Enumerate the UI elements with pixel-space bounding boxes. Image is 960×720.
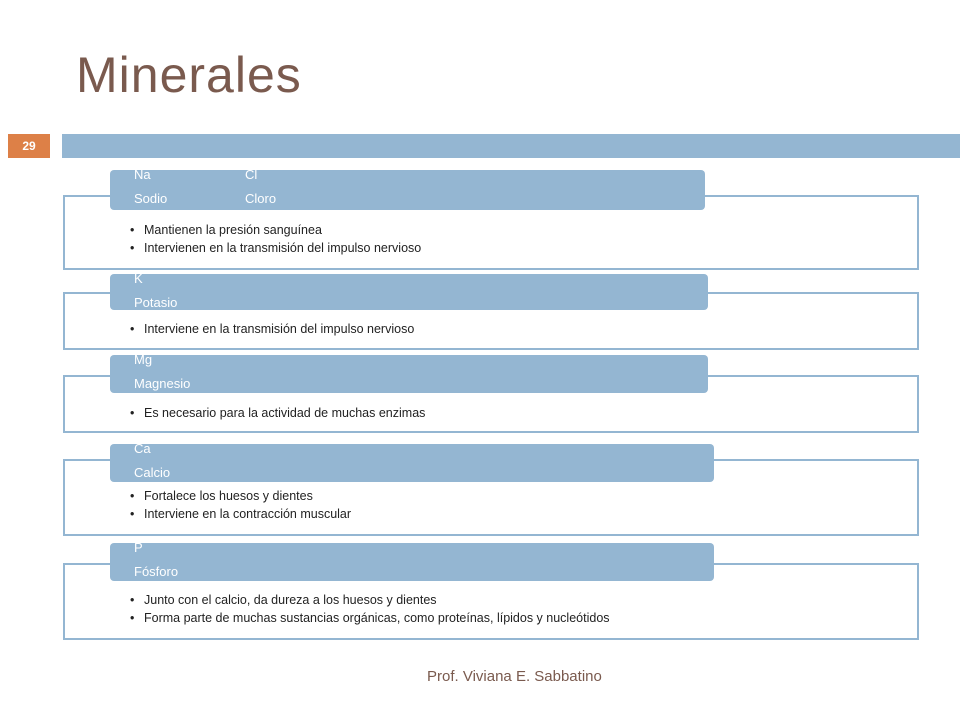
mineral-name: Sodio — [134, 191, 168, 206]
bullet-item: • Mantienen la presión sanguínea — [130, 221, 421, 239]
mineral-name: Calcio — [134, 465, 171, 480]
bullet-item: • Es necesario para la actividad de muchas enzimas — [130, 404, 425, 422]
header-bar — [62, 134, 960, 158]
mineral-symbol: Ca — [134, 441, 151, 456]
mineral-bullets-potasio — [130, 320, 414, 338]
slide-footer: Prof. Viviana E. Sabbatino — [427, 668, 602, 685]
mineral-header-sodio-cloro — [110, 167, 705, 210]
mineral-bullets-magnesio — [130, 404, 425, 422]
mineral-bullets-fosforo — [130, 591, 610, 627]
mineral-symbol: Na — [134, 167, 151, 182]
mineral-symbol: Mg — [134, 352, 153, 367]
mineral-name: Fósforo — [134, 564, 179, 579]
mineral-symbol: K — [134, 271, 143, 286]
bullet-item: • Intervienen en la transmisión del impulso nervioso — [130, 239, 421, 257]
bullet-item: • Interviene en la transmisión del impulso nervioso — [130, 320, 414, 338]
mineral-header-potasio — [110, 271, 708, 310]
mineral-name: Magnesio — [134, 376, 191, 391]
mineral-name: Cloro — [245, 191, 277, 206]
slide-number: 29 — [8, 134, 50, 158]
bullet-item: • Forma parte de muchas sustancias orgánicas, como proteínas, lípidos y nucleótidos — [130, 609, 610, 627]
mineral-header-calcio — [110, 441, 714, 482]
mineral-header-fosforo — [110, 540, 714, 581]
mineral-header-magnesio — [110, 352, 708, 393]
bullet-item: • Fortalece los huesos y dientes — [130, 487, 351, 505]
mineral-bullets-calcio — [130, 487, 351, 523]
mineral-symbol: P — [134, 540, 143, 555]
mineral-bullets-sodio-cloro — [130, 221, 421, 257]
bullet-item: • Interviene en la contracción muscular — [130, 505, 351, 523]
bullet-item: • Junto con el calcio, da dureza a los huesos y dientes — [130, 591, 610, 609]
mineral-symbol: Cl — [245, 167, 258, 182]
mineral-name: Potasio — [134, 295, 178, 310]
slide-title: Minerales — [76, 47, 302, 103]
